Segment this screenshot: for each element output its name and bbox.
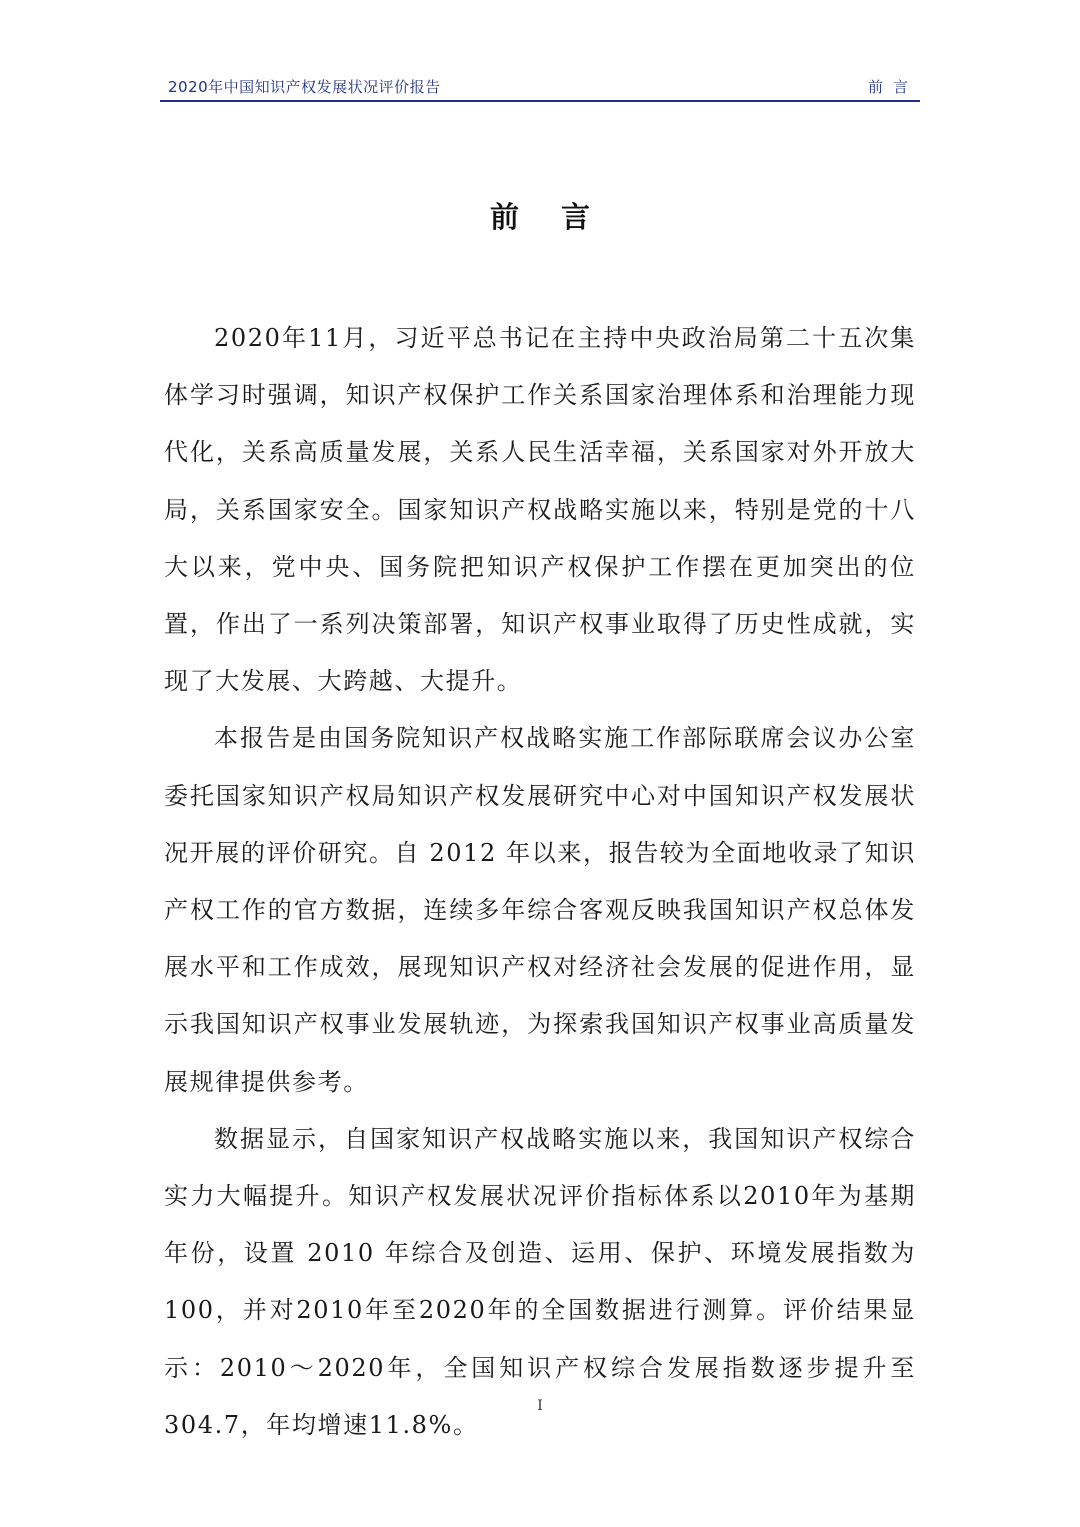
paragraph-1: 2020年11月，习近平总书记在主持中央政治局第二十五次集体学习时强调，知识产权保护工作关系国家治理体系和治理能力现代化，关系高质量发展，关系人民生活幸福，关系国家对外开放大局，关系国家安全。国家知识产权战略实施以来，特别是党的十八大以来，党中央、国务院把知识产权保护工作摆在更加突出的位置，作出了一系列决策部署，知识产权事业取得了历史性成就，实现了大发展、大跨越、大提升。 <box>164 324 916 696</box>
page-number: I <box>537 1398 543 1414</box>
header-report-title: 2020年中国知识产权发展状况评价报告 <box>168 78 441 96</box>
body-text <box>164 310 916 1454</box>
header-section-label: 前言 <box>867 78 918 96</box>
paragraph-3: 数据显示，自国家知识产权战略实施以来，我国知识产权综合实力大幅提升。知识产权发展状况评价指标体系以2010年为基期年份，设置 2010 年综合及创造、运用、保护、环境发展指数为 100，并对2010年至2020年的全国数据进行测算。评价结果显示：2010～2020年，全国知识产权综合发展指数逐步提升至304.7，年均增速11.8%。 <box>164 1124 916 1439</box>
paragraph-2: 本报告是由国务院知识产权战略实施工作部际联席会议办公室委托国家知识产权局知识产权发展研究中心对中国知识产权发展状况开展的评价研究。自 2012 年以来，报告较为全面地收录了知识产权工作的官方数据，连续多年综合客观反映我国知识产权总体发展水平和工作成效，展现知识产权对经济社会发展的促进作用，显示我国知识产权事业发展轨迹，为探索我国知识产权事业高质量发展规律提供参考。 <box>164 724 916 1096</box>
page-title: 前言 <box>489 200 632 234</box>
running-header <box>160 74 920 102</box>
